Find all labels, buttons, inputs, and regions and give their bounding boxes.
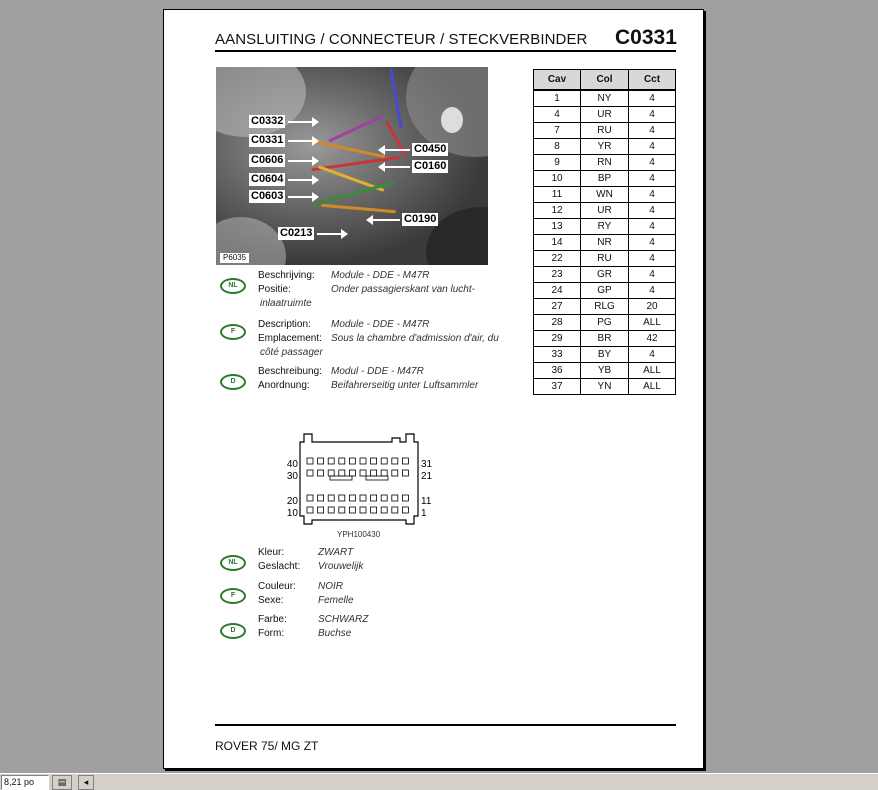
lang-badge-nl: NL — [220, 555, 246, 571]
lang-badge-de: D — [220, 623, 246, 639]
circuit-cell: 4 — [629, 171, 676, 187]
pin-label-20: 20 — [286, 496, 298, 507]
table-row — [534, 299, 676, 315]
table-row — [534, 90, 676, 107]
connector-cavity — [360, 507, 366, 513]
color-cell: YN — [581, 379, 629, 395]
cavity-cell: 36 — [534, 363, 581, 379]
circuit-cell: 42 — [629, 331, 676, 347]
color-label-fr: Couleur: — [258, 581, 296, 592]
table-row — [534, 251, 676, 267]
connector-cavity — [360, 458, 366, 464]
pin-table-body — [534, 90, 676, 395]
description-label-nl: Beschrijving: — [258, 270, 315, 281]
column-header-col: Col — [581, 70, 629, 91]
callout-arrow — [372, 219, 400, 221]
cavity-cell: 1 — [534, 90, 581, 107]
circuit-cell: 4 — [629, 90, 676, 107]
connector-cavity — [307, 470, 313, 476]
color-cell: GP — [581, 283, 629, 299]
color-cell: NY — [581, 90, 629, 107]
column-header-cav: Cav — [534, 70, 581, 91]
description-label-de: Beschreibung: — [258, 366, 322, 377]
table-row — [534, 219, 676, 235]
figure-id: YPH100430 — [337, 530, 381, 539]
table-row — [534, 315, 676, 331]
table-row — [534, 155, 676, 171]
circuit-cell: ALL — [629, 363, 676, 379]
lang-badge-fr: F — [220, 588, 246, 604]
description-label-fr: Description: — [258, 319, 311, 330]
connector-cavity — [318, 470, 324, 476]
position-value-de: Beifahrerseitig unter Luftsammler — [331, 380, 479, 391]
circuit-cell: ALL — [629, 315, 676, 331]
position-label-nl: Positie: — [258, 284, 291, 295]
connector-cavity — [381, 495, 387, 501]
cavity-cell: 29 — [534, 331, 581, 347]
connector-cavity — [392, 507, 398, 513]
callout-arrow — [384, 166, 410, 168]
cavity-cell: 22 — [534, 251, 581, 267]
gender-value-nl: Vrouwelijk — [318, 561, 364, 572]
color-cell: BY — [581, 347, 629, 363]
page-layout-button[interactable] — [52, 775, 72, 790]
color-cell: BR — [581, 331, 629, 347]
connector-cavity — [402, 458, 408, 464]
gender-value-de: Buchse — [318, 628, 352, 639]
callout-arrow — [288, 179, 313, 181]
table-row — [534, 363, 676, 379]
connector-cavity — [328, 507, 334, 513]
callout-arrow — [288, 121, 313, 123]
connector-cavity — [349, 507, 355, 513]
color-cell: BP — [581, 171, 629, 187]
pin-table — [533, 69, 676, 395]
cavity-cell: 4 — [534, 107, 581, 123]
color-value-fr: NOIR — [318, 581, 343, 592]
connector-cavity — [307, 507, 313, 513]
connector-cavity — [349, 495, 355, 501]
connector-key — [366, 476, 388, 480]
page-title: AANSLUITING / CONNECTEUR / STECKVERBINDER — [215, 31, 588, 48]
description-value-de: Modul - DDE - M47R — [331, 366, 424, 377]
pin-label-31: 31 — [421, 459, 433, 470]
position-value-nl: Onder passagierskant van lucht- — [331, 284, 475, 295]
callout-c0604: C0604 — [251, 173, 284, 185]
cavity-cell: 8 — [534, 139, 581, 155]
cavity-cell: 24 — [534, 283, 581, 299]
color-cell: WN — [581, 187, 629, 203]
cavity-cell: 9 — [534, 155, 581, 171]
circuit-cell: 4 — [629, 347, 676, 363]
color-cell: RU — [581, 123, 629, 139]
color-cell: RU — [581, 251, 629, 267]
color-cell: YR — [581, 139, 629, 155]
circuit-cell: 4 — [629, 251, 676, 267]
connector-cavity — [392, 458, 398, 464]
table-row — [534, 107, 676, 123]
color-label-nl: Kleur: — [258, 547, 285, 558]
lang-badge-de: D — [220, 374, 246, 390]
document-page — [163, 9, 704, 769]
connector-cavity — [392, 495, 398, 501]
connector-cavity — [392, 470, 398, 476]
connector-cavity — [371, 470, 377, 476]
connector-cavity — [381, 458, 387, 464]
color-cell: UR — [581, 107, 629, 123]
table-row — [534, 203, 676, 219]
cavity-cell: 14 — [534, 235, 581, 251]
pin-label-30: 30 — [286, 471, 298, 482]
page-layout-icon: ▤ — [57, 777, 67, 787]
status-bar — [0, 773, 878, 790]
circuit-cell: 4 — [629, 187, 676, 203]
connector-cavity — [328, 458, 334, 464]
connector-cavity — [339, 507, 345, 513]
cavity-cell: 27 — [534, 299, 581, 315]
position-value-fr: Sous la chambre d'admission d'air, du — [331, 333, 499, 344]
color-cell: RN — [581, 155, 629, 171]
circuit-cell: 4 — [629, 283, 676, 299]
connector-cavity — [360, 495, 366, 501]
circuit-cell: 4 — [629, 155, 676, 171]
connector-cavity — [339, 470, 345, 476]
table-row — [534, 123, 676, 139]
pin-label-10: 10 — [286, 508, 298, 519]
circuit-cell: 20 — [629, 299, 676, 315]
column-header-cct: Cct — [629, 70, 676, 91]
pin-label-1: 1 — [421, 508, 427, 519]
cavity-cell: 23 — [534, 267, 581, 283]
table-row — [534, 139, 676, 155]
callout-c0160: C0160 — [414, 160, 447, 172]
connector-cavity — [371, 507, 377, 513]
gender-label-nl: Geslacht: — [258, 561, 301, 572]
connector-cavity — [360, 470, 366, 476]
header-rule — [215, 50, 676, 52]
footer-rule — [215, 724, 676, 726]
callout-arrow — [288, 196, 313, 198]
connector-cavity — [328, 470, 334, 476]
gender-value-fr: Femelle — [318, 595, 354, 606]
color-cell: RLG — [581, 299, 629, 315]
description-value-fr: Module - DDE - M47R — [331, 319, 430, 330]
connector-cavity — [307, 495, 313, 501]
connector-cavity — [349, 470, 355, 476]
connector-cavity — [402, 495, 408, 501]
color-cell: YB — [581, 363, 629, 379]
connector-cavity — [402, 507, 408, 513]
scroll-left-button[interactable] — [78, 775, 94, 790]
connector-key — [330, 476, 352, 480]
circuit-cell: ALL — [629, 379, 676, 395]
color-value-de: SCHWARZ — [318, 614, 369, 625]
table-row — [534, 171, 676, 187]
cavity-cell: 7 — [534, 123, 581, 139]
position-value-nl-cont: inlaatruimte — [260, 298, 312, 309]
connector-cavity — [349, 458, 355, 464]
color-cell: GR — [581, 267, 629, 283]
table-row — [534, 283, 676, 299]
callout-c0606: C0606 — [251, 154, 284, 166]
connector-cavity — [381, 470, 387, 476]
cavity-cell: 12 — [534, 203, 581, 219]
table-row — [534, 379, 676, 395]
pin-label-21: 21 — [421, 471, 433, 482]
table-row — [534, 347, 676, 363]
position-label-fr: Emplacement: — [258, 333, 322, 344]
footer-model: ROVER 75/ MG ZT — [215, 739, 319, 753]
position-value-fr-cont: côté passager — [260, 347, 323, 358]
connector-cavity — [371, 495, 377, 501]
cavity-cell: 13 — [534, 219, 581, 235]
photo-id: P6035 — [220, 253, 249, 263]
connector-face-diagram — [282, 428, 442, 532]
callout-c0603: C0603 — [251, 190, 284, 202]
callout-arrow — [384, 149, 410, 151]
circuit-cell: 4 — [629, 139, 676, 155]
connector-cavity — [307, 458, 313, 464]
color-cell: PG — [581, 315, 629, 331]
callout-c0190: C0190 — [404, 213, 437, 225]
circuit-cell: 4 — [629, 123, 676, 139]
circuit-cell: 4 — [629, 107, 676, 123]
connector-cavity — [328, 495, 334, 501]
color-cell: UR — [581, 203, 629, 219]
lang-badge-fr: F — [220, 324, 246, 340]
page-size-readout: 8,21 po — [1, 775, 49, 790]
callout-c0331: C0331 — [251, 134, 284, 146]
circuit-cell: 4 — [629, 235, 676, 251]
gender-label-de: Form: — [258, 628, 285, 639]
connector-cavity — [381, 507, 387, 513]
lang-badge-nl: NL — [220, 278, 246, 294]
connector-cavity — [339, 495, 345, 501]
connector-cavity — [318, 507, 324, 513]
connector-cavity — [339, 458, 345, 464]
pin-label-11: 11 — [421, 496, 432, 507]
color-value-nl: ZWART — [318, 547, 354, 558]
cavity-cell: 33 — [534, 347, 581, 363]
cavity-cell: 28 — [534, 315, 581, 331]
callout-c0213: C0213 — [280, 227, 313, 239]
cavity-cell: 10 — [534, 171, 581, 187]
callout-c0332: C0332 — [251, 115, 284, 127]
position-label-de: Anordnung: — [258, 380, 310, 391]
circuit-cell: 4 — [629, 219, 676, 235]
table-row — [534, 187, 676, 203]
color-label-de: Farbe: — [258, 614, 287, 625]
pin-label-40: 40 — [286, 459, 298, 470]
gender-label-fr: Sexe: — [258, 595, 284, 606]
connector-code: C0331 — [615, 26, 677, 49]
connector-cavity — [318, 495, 324, 501]
pin-grid — [307, 458, 408, 513]
callout-arrow — [288, 140, 313, 142]
callout-arrow — [317, 233, 342, 235]
description-value-nl: Module - DDE - M47R — [331, 270, 430, 281]
color-cell: RY — [581, 219, 629, 235]
connector-cavity — [318, 458, 324, 464]
location-photo — [216, 67, 488, 265]
color-cell: NR — [581, 235, 629, 251]
connector-cavity — [371, 458, 377, 464]
callout-arrow — [288, 160, 313, 162]
circuit-cell: 4 — [629, 203, 676, 219]
table-row — [534, 235, 676, 251]
connector-cavity — [402, 470, 408, 476]
arrow-left-icon: ◂ — [83, 777, 89, 787]
cavity-cell: 37 — [534, 379, 581, 395]
table-row — [534, 331, 676, 347]
callout-c0450: C0450 — [414, 143, 447, 155]
cavity-cell: 11 — [534, 187, 581, 203]
table-row — [534, 267, 676, 283]
circuit-cell: 4 — [629, 267, 676, 283]
